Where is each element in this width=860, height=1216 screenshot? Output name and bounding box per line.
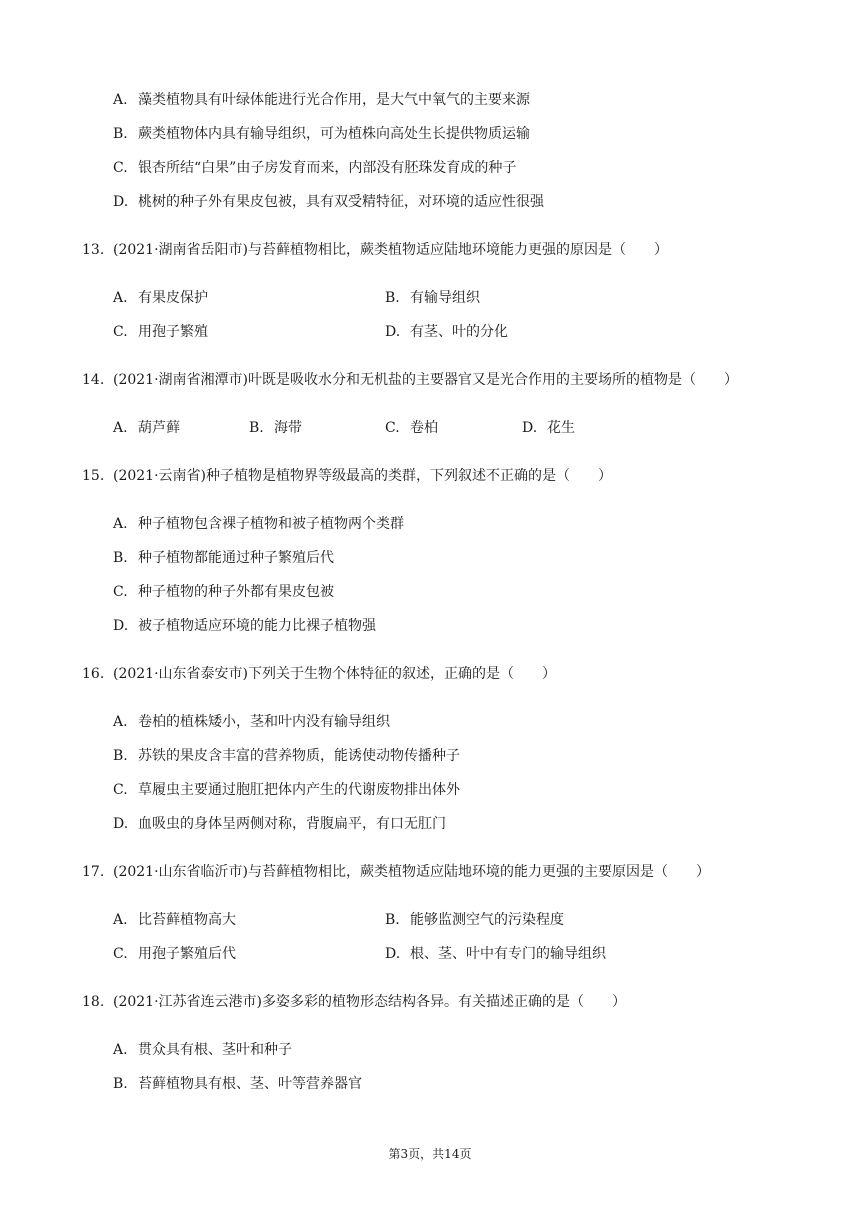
option-a: A. 比苔藓植物高大 <box>113 912 236 928</box>
option-b: B. 有输导组织 <box>385 290 480 306</box>
option-c: C. 银杏所结“白果”由子房发育而来，内部没有胚珠发育成的种子 <box>113 160 517 176</box>
question-stem: 17. (2021·山东省临沂市)与苔藓植物相比，蕨类植物适应陆地环境的能力更强的主要原因是（ ） <box>82 864 711 880</box>
option-c: C. 种子植物的种子外都有果皮包被 <box>113 584 334 600</box>
option-b: B. 苏铁的果皮含丰富的营养物质，能诱使动物传播种子 <box>113 748 460 764</box>
option-d: D. 被子植物适应环境的能力比裸子植物强 <box>113 618 376 634</box>
option-b: B. 苔藓植物具有根、茎、叶等营养器官 <box>113 1076 362 1092</box>
option-a: A. 葫芦藓 <box>113 420 180 436</box>
question-stem: 18. (2021·江苏省连云港市)多姿多彩的植物形态结构各异。有关描述正确的是（ ） <box>82 994 627 1010</box>
option-a: A. 藻类植物具有叶绿体能进行光合作用，是大气中氧气的主要来源 <box>113 92 530 108</box>
option-c: C. 用孢子繁殖 <box>113 324 208 340</box>
option-a: A. 种子植物包含裸子植物和被子植物两个类群 <box>113 516 404 532</box>
option-c: C. 草履虫主要通过胞肛把体内产生的代谢废物排出体外 <box>113 782 460 798</box>
option-c: C. 卷柏 <box>385 420 438 436</box>
option-b: B. 能够监测空气的污染程度 <box>385 912 564 928</box>
option-d: D. 花生 <box>522 420 575 436</box>
question-stem: 13. (2021·湖南省岳阳市)与苔藓植物相比，蕨类植物适应陆地环境能力更强的原因是（ ） <box>82 242 669 258</box>
option-b: B. 海带 <box>249 420 302 436</box>
option-c: C. 用孢子繁殖后代 <box>113 946 236 962</box>
option-b: B. 种子植物都能通过种子繁殖后代 <box>113 550 334 566</box>
question-stem: 15. (2021·云南省)种子植物是植物界等级最高的类群，下列叙述不正确的是（ ） <box>82 468 613 484</box>
page-footer: 第3页，共14页 <box>388 1147 472 1161</box>
option-a: A. 卷柏的植株矮小，茎和叶内没有输导组织 <box>113 714 390 730</box>
option-d: D. 桃树的种子外有果皮包被，具有双受精特征，对环境的适应性很强 <box>113 194 544 210</box>
option-a: A. 贯众具有根、茎叶和种子 <box>113 1042 292 1058</box>
question-stem: 16. (2021·山东省泰安市)下列关于生物个体特征的叙述，正确的是（ ） <box>82 666 557 682</box>
question-stem: 14. (2021·湖南省湘潭市)叶既是吸收水分和无机盐的主要器官又是光合作用的主要场所的植物是（ ） <box>82 372 739 388</box>
option-a: A. 有果皮保护 <box>113 290 208 306</box>
option-d: D. 根、茎、叶中有专门的输导组织 <box>385 946 606 962</box>
option-b: B. 蕨类植物体内具有输导组织，可为植株向高处生长提供物质运输 <box>113 126 530 142</box>
option-d: D. 有茎、叶的分化 <box>385 324 508 340</box>
option-d: D. 血吸虫的身体呈两侧对称，背腹扁平，有口无肛门 <box>113 816 446 832</box>
